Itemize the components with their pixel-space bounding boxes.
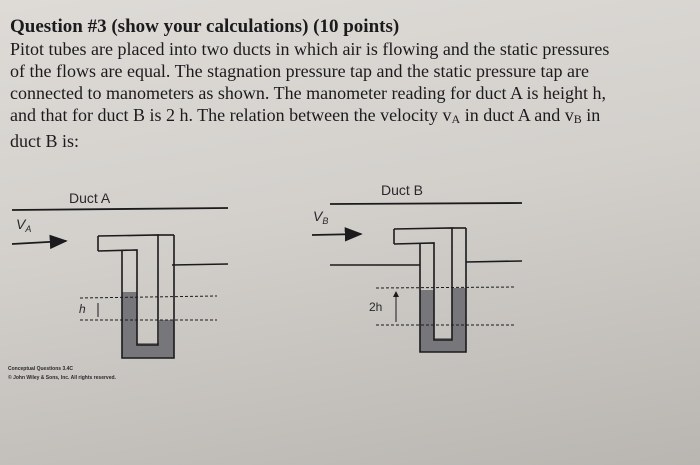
duct-b-flow-arrow <box>312 234 361 235</box>
duct-b-height-arrow-icon <box>393 291 399 297</box>
duct-a-height-label: h <box>79 302 86 316</box>
duct-a-bottom-wall <box>172 264 228 265</box>
duct-b-top-wall <box>330 203 522 204</box>
duct-a-level-lower <box>80 296 217 298</box>
question-line-1: Pitot tubes are placed into two ducts in which air is flowing and the static pressures <box>10 39 610 59</box>
duct-b-level-upper <box>376 287 516 288</box>
duct-b-label: Duct B <box>381 182 424 198</box>
duct-b-velocity-label: $V_B$ <box>313 208 329 226</box>
duct-b-manometer-fluid <box>420 288 466 352</box>
duct-a-manometer-fluid <box>122 292 174 358</box>
duct-a-top-wall <box>12 208 228 210</box>
duct-a-velocity-label: $V_A$ <box>16 216 32 234</box>
question-line-5: duct B is: <box>10 131 80 151</box>
duct-a-label: Duct A <box>69 190 111 206</box>
question-line-3: connected to manometers as shown. The manometer reading for duct A is height h, <box>10 83 607 103</box>
question-line-2: of the flows are equal. The stagnation pressure tap and the static pressure tap are <box>10 61 589 81</box>
question-title: Question #3 (show your calculations) (10 points) <box>10 16 400 37</box>
duct-b-bottom-wall-right <box>466 261 522 262</box>
duct-a-diagram <box>12 208 228 358</box>
figure-credit-line-2: © John Wiley & Sons, Inc. All rights reserved. <box>8 375 116 381</box>
duct-b-height-label: 2h <box>369 300 383 314</box>
duct-b-diagram <box>312 203 522 352</box>
question-line-4: and that for duct B is 2 h. The relation between the velocity vA in duct A and vB in <box>10 105 601 126</box>
duct-a-flow-arrow <box>12 241 66 244</box>
figure-credit-line-1: Conceptual Questions 3.4C <box>8 366 74 372</box>
